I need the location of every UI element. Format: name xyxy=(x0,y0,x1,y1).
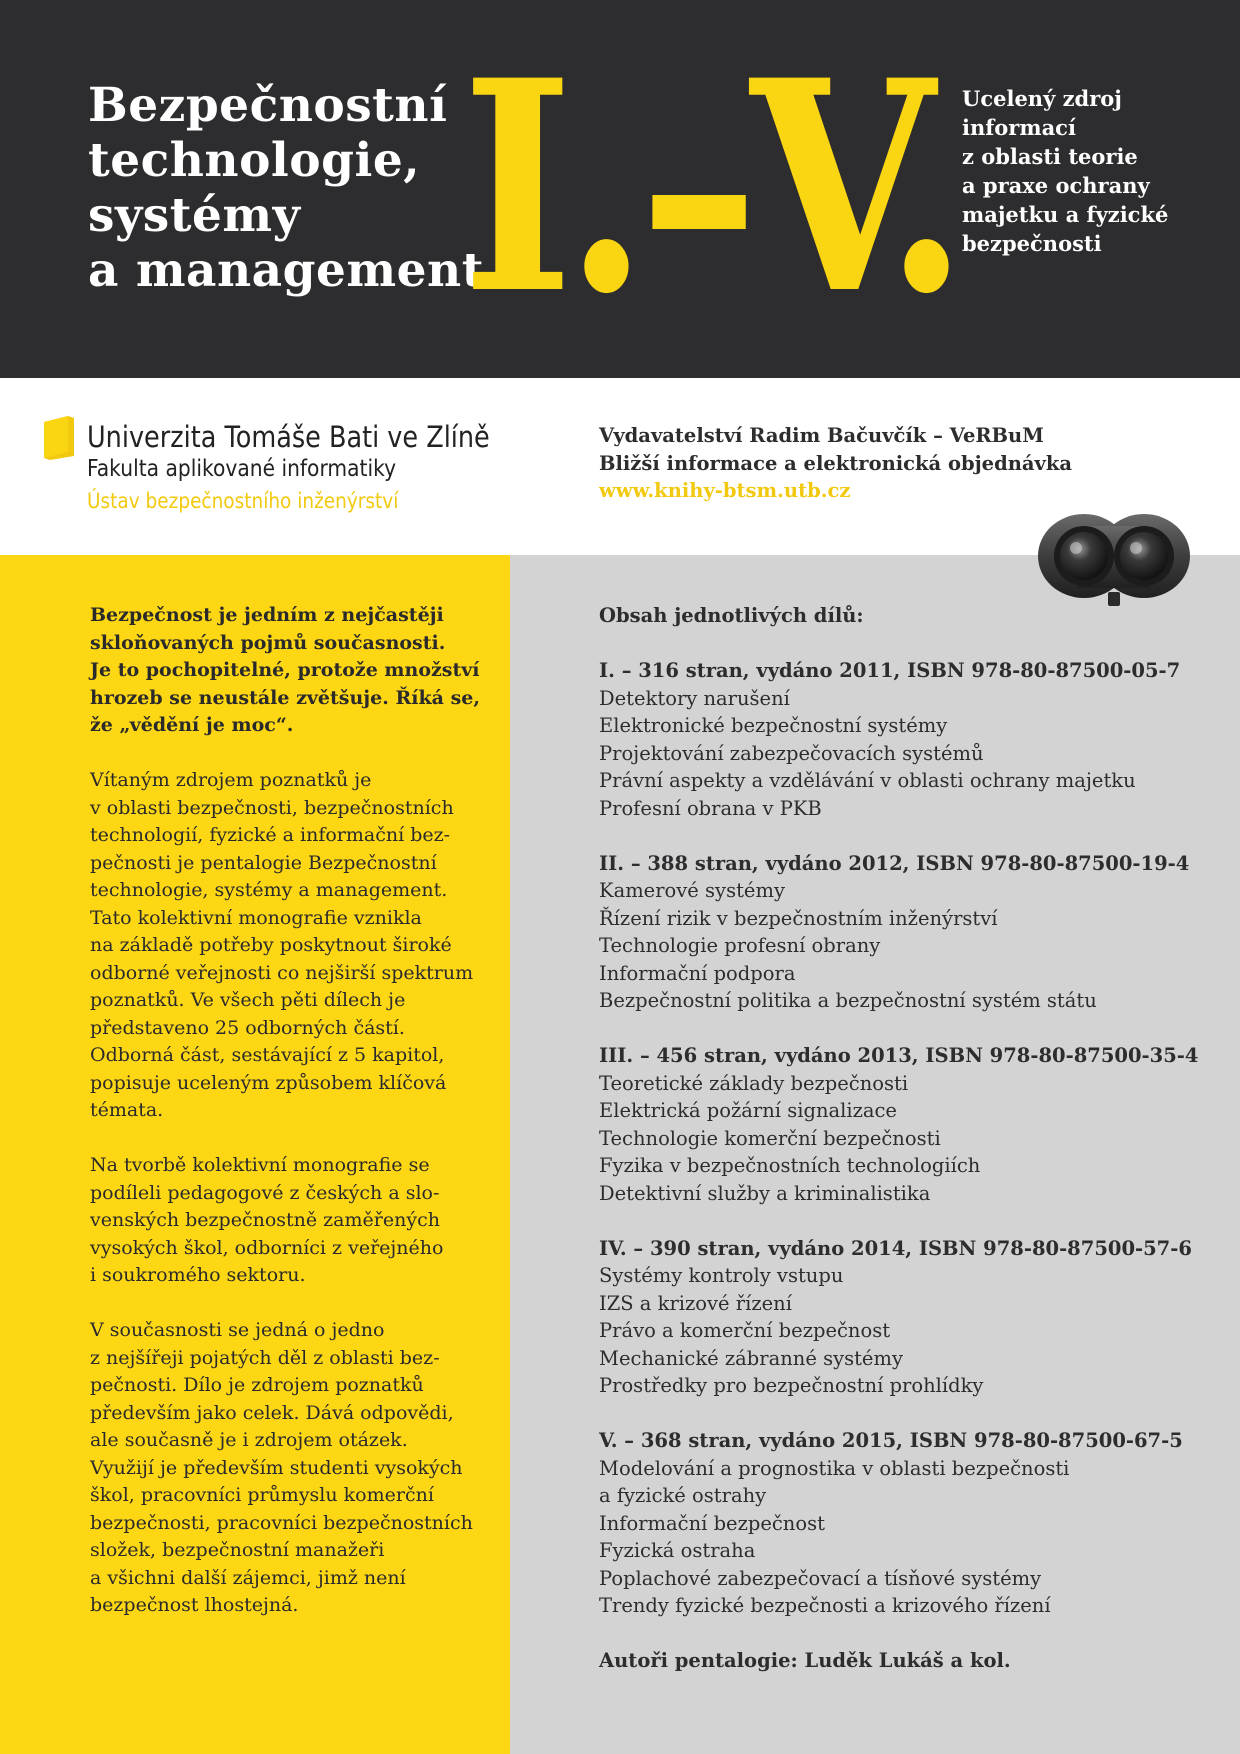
title-line: technologie, xyxy=(88,133,421,188)
paragraph-line: škol, pracovníci průmyslu komerční xyxy=(90,1484,434,1506)
paragraph-line: podíleli pedagogové z českých a slo- xyxy=(90,1181,440,1204)
volume-topic: Prostředky pro bezpečnostní prohlídky xyxy=(599,1374,984,1397)
paragraph-line: Je to pochopitelné, protože množství xyxy=(90,659,480,681)
paragraph-line: Bezpečnost je jedním z nejčastěji xyxy=(90,604,444,626)
paragraph-line: Na tvorbě kolektivní monografie se xyxy=(90,1154,430,1176)
volume-title: III. – 456 stran, vydáno 2013, ISBN 978-80-87500-35-4 xyxy=(599,1044,1199,1067)
publisher-info xyxy=(599,422,1219,505)
volume-block xyxy=(599,1042,1229,1207)
volume-topic: Elektronické bezpečnostní systémy xyxy=(599,714,948,737)
paragraph-line: bezpečnosti, pracovníci bezpečnostních xyxy=(90,1511,473,1534)
volume-topic: Fyzika v bezpečnostních technologiích xyxy=(599,1154,981,1177)
volume-block xyxy=(599,1235,1229,1400)
volume-title: II. – 388 stran, vydáno 2012, ISBN 978-80-87500-19-4 xyxy=(599,851,1190,875)
contents-heading: Obsah jednotlivých dílů: xyxy=(599,604,864,627)
paragraph-line: v oblasti bezpečnosti, bezpečnostních xyxy=(90,796,454,819)
contents-column xyxy=(510,555,1240,1754)
paragraph-line: na základě potřeby poskytnout široké xyxy=(90,934,452,956)
university-logo xyxy=(87,420,545,518)
tagline-line: Ucelený zdroj xyxy=(962,86,1122,111)
volume-topic: Systémy kontroly vstupu xyxy=(599,1264,844,1287)
volume-topic: Řízení rizik v bezpečnostním inženýrství xyxy=(599,906,998,930)
volume-list xyxy=(599,657,1229,1620)
volume-title: I. – 316 stran, vydáno 2011, ISBN 978-80-87500-05-7 xyxy=(599,659,1181,682)
volume-title: IV. – 390 stran, vydáno 2014, ISBN 978-80-87500-57-6 xyxy=(599,1236,1192,1260)
camera-icon xyxy=(1038,504,1190,616)
title-line: a management xyxy=(88,243,484,298)
paragraph-line: z nejšířeji pojatých děl z oblasti bez- xyxy=(90,1346,440,1369)
description-paragraph xyxy=(90,602,490,740)
volume-topic: Právo a komerční bezpečnost xyxy=(599,1319,891,1342)
paragraph-line: Vítaným zdrojem poznatků je xyxy=(90,769,372,791)
volume-topic: Právní aspekty a vzdělávání v oblasti ochrany majetku xyxy=(599,769,1136,792)
description-column xyxy=(0,555,510,1754)
paragraph-line: technologií, fyzické a informační bez- xyxy=(90,824,451,846)
volume-topic: Bezpečnostní politika a bezpečnostní systém státu xyxy=(599,989,1097,1012)
paragraph-line: ale současně je i zdrojem otázek. xyxy=(90,1429,408,1451)
paragraph-line: Tato kolektivní monografie vznikla xyxy=(90,906,422,929)
volume-title: V. – 368 stran, vydáno 2015, ISBN 978-80-87500-67-5 xyxy=(599,1429,1183,1452)
volume-topic: Kamerové systémy xyxy=(599,879,785,902)
paragraph-line: pečnosti je pentalogie Bezpečnostní xyxy=(90,851,437,874)
volume-topic: Detektivní služby a kriminalistika xyxy=(599,1181,931,1205)
paragraph-line: hrozeb se neustále zvětšuje. Říká se, xyxy=(90,686,480,709)
volume-topic: Projektování zabezpečovacích systémů xyxy=(599,741,984,765)
paragraph-line: skloňovaných pojmů současnosti. xyxy=(90,631,446,654)
volume-topic: Teoretické základy bezpečnosti xyxy=(599,1071,909,1095)
title-line: systémy xyxy=(88,188,301,243)
volume-topic: Informační podpora xyxy=(599,961,796,985)
volume-topic: Fyzická ostraha xyxy=(599,1539,756,1562)
description-paragraph xyxy=(90,767,490,1125)
publisher-order-info: Bližší informace a elektronická objednávka xyxy=(599,451,1072,475)
volume-block xyxy=(599,850,1229,1015)
paragraph-line: Odborná část, sestávající z 5 kapitol, xyxy=(90,1044,445,1066)
institute-name: Ústav bezpečnostního inženýrství xyxy=(87,489,399,513)
volume-topic: Technologie komerční bezpečnosti xyxy=(599,1126,941,1150)
authors-line: Autoři pentalogie: Luděk Lukáš a kol. xyxy=(599,1649,1011,1672)
title-line: Bezpečnostní xyxy=(88,78,448,133)
description-paragraph xyxy=(90,1152,490,1290)
book-icon xyxy=(44,416,74,460)
paragraph-line: popisuje uceleným způsobem klíčová xyxy=(90,1071,447,1094)
contents-text xyxy=(599,602,1229,1675)
tagline-line: majetku a fyzické xyxy=(962,202,1169,227)
paragraph-line: i soukromého sektoru. xyxy=(90,1264,306,1286)
volume-topic: Elektrická požární signalizace xyxy=(599,1099,897,1122)
faculty-name: Fakulta aplikované informatiky xyxy=(87,456,397,482)
volume-block xyxy=(599,1427,1229,1620)
paragraph-line: technologie, systémy a management. xyxy=(90,879,448,901)
paragraph-line: složek, bezpečnostní manažeři xyxy=(90,1539,385,1561)
paragraph-line: a všichni další zájemci, jimž není xyxy=(90,1566,406,1589)
paragraph-line: témata. xyxy=(90,1099,164,1121)
paragraph-line: že „vědění je moc“. xyxy=(90,714,294,736)
tagline-line: z oblasti teorie xyxy=(962,144,1138,169)
tagline-line: informací xyxy=(962,115,1076,140)
paragraph-line: odborné veřejnosti co nejširší spektrum xyxy=(90,961,474,984)
tagline-line: bezpečnosti xyxy=(962,231,1102,256)
publisher-name: Vydavatelství Radim Bačuvčík – VeRBuM xyxy=(599,424,1044,447)
volume-block xyxy=(599,657,1229,822)
volume-topic: Modelování a prognostika v oblasti bezpečnosti xyxy=(599,1456,1070,1480)
volume-topic: Informační bezpečnost xyxy=(599,1511,825,1535)
description-text xyxy=(90,602,490,1647)
paragraph-line: V současnosti se jedná o jedno xyxy=(90,1319,385,1341)
volume-topic: Mechanické zábranné systémy xyxy=(599,1346,903,1370)
tagline-line: a praxe ochrany xyxy=(962,173,1150,198)
volume-topic: Detektory narušení xyxy=(599,686,790,710)
volume-topic: Poplachové zabezpečovací a tísňové systémy xyxy=(599,1566,1042,1590)
publisher-url-link[interactable]: www.knihy-btsm.utb.cz xyxy=(599,479,851,502)
volume-topic: IZS a krizové řízení xyxy=(599,1291,792,1315)
university-name: Univerzita Tomáše Bati ve Zlíně xyxy=(87,420,490,454)
paragraph-line: především jako celek. Dává odpovědi, xyxy=(90,1401,454,1424)
volume-topic: Trendy fyzické bezpečnosti a krizového řízení xyxy=(599,1594,1051,1617)
tagline xyxy=(962,84,1232,258)
volume-topic: a fyzické ostrahy xyxy=(599,1484,767,1507)
paragraph-line: vysokých škol, odborníci z veřejného xyxy=(90,1236,444,1259)
book-title xyxy=(88,78,484,298)
volume-topic: Profesní obrana v PKB xyxy=(599,796,822,820)
paragraph-line: představeno 25 odborných částí. xyxy=(90,1016,405,1039)
volume-numeral: I.–V. xyxy=(462,18,960,358)
header-band xyxy=(0,0,1240,378)
paragraph-line: poznatků. Ve všech pěti dílech je xyxy=(90,989,406,1011)
paragraph-line: venských bezpečnostně zaměřených xyxy=(90,1209,440,1231)
paragraph-line: bezpečnost lhostejná. xyxy=(90,1594,299,1616)
paragraph-line: pečnosti. Dílo je zdrojem poznatků xyxy=(90,1374,424,1396)
volume-topic: Technologie profesní obrany xyxy=(599,934,881,957)
description-paragraph xyxy=(90,1317,490,1620)
paragraph-line: Využijí je především studenti vysokých xyxy=(90,1456,463,1479)
